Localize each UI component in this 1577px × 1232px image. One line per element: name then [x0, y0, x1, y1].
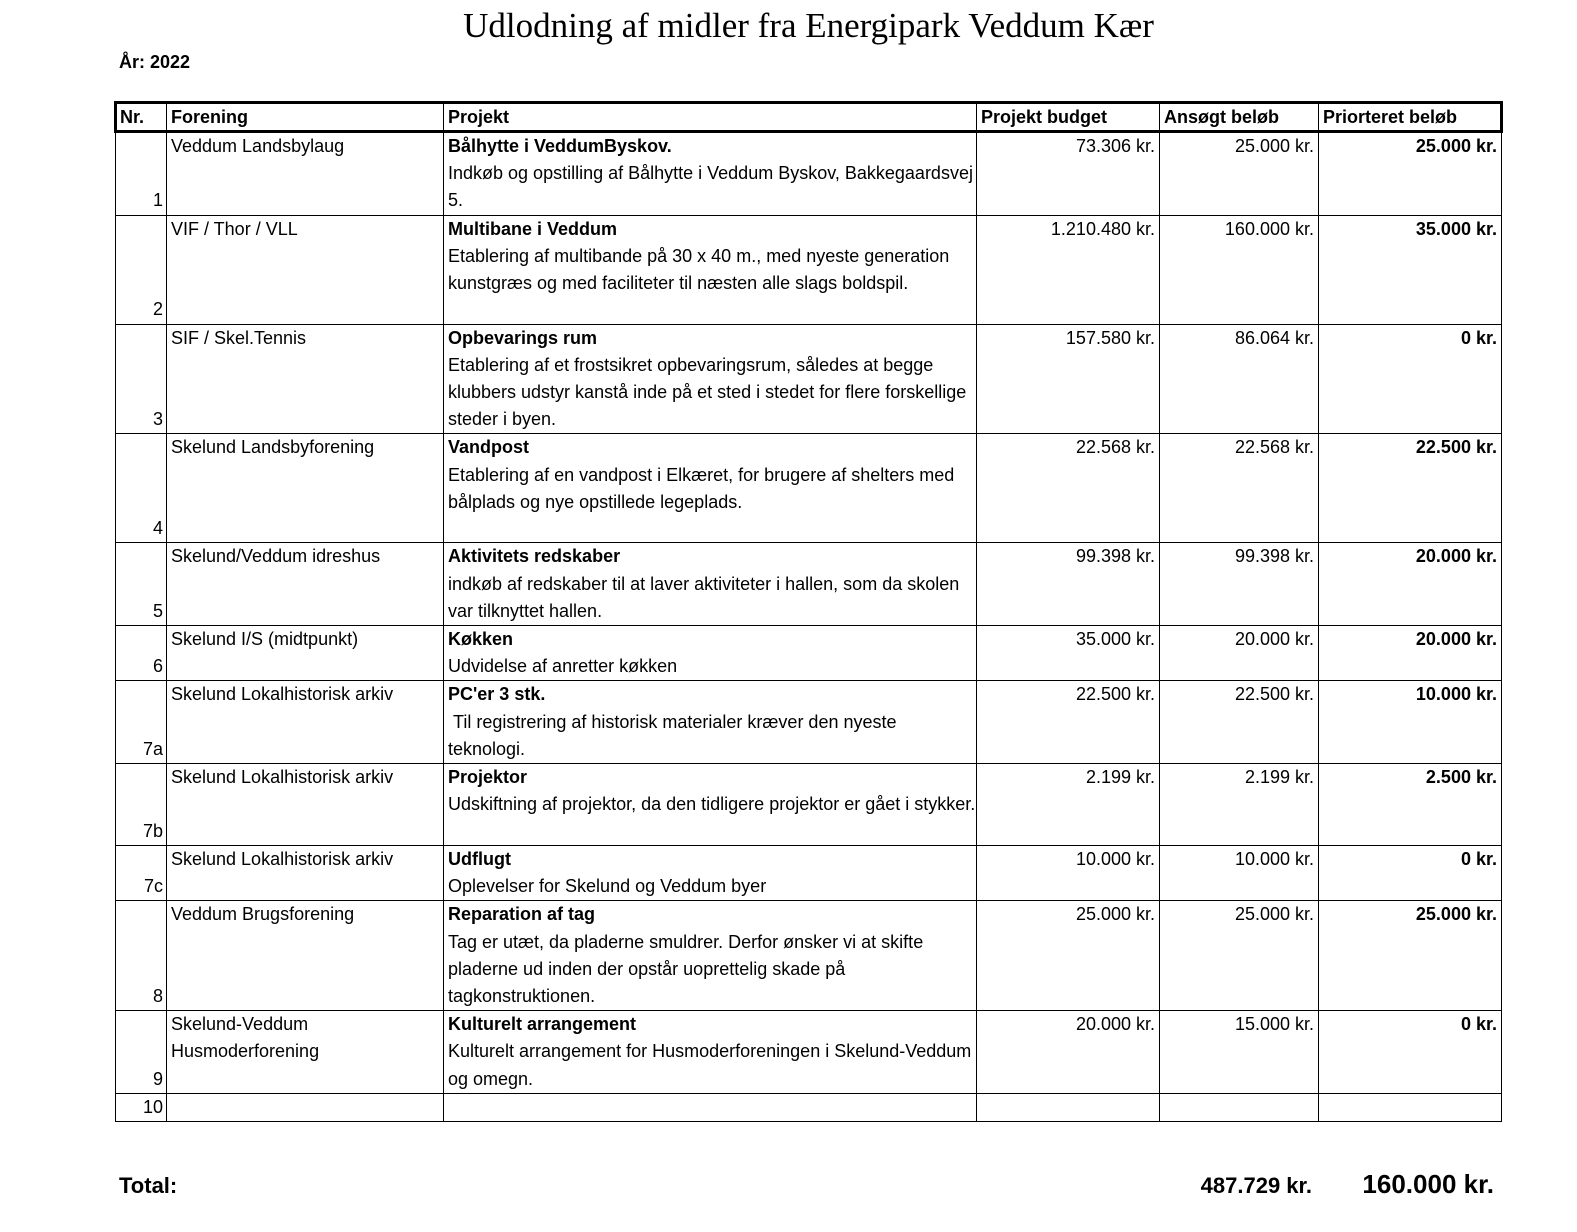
- row-nr: 7b: [116, 764, 167, 846]
- row-budget: 157.580 kr.: [977, 324, 1160, 434]
- row-projekt: [444, 1093, 977, 1121]
- row-projekt: [444, 846, 977, 901]
- row-nr: 7c: [116, 846, 167, 901]
- row-ansogt: 99.398 kr.: [1160, 543, 1319, 626]
- row-ansogt: 25.000 kr.: [1160, 132, 1319, 216]
- row-prioriteret: 22.500 kr.: [1319, 434, 1502, 543]
- project-title: Kulturelt arrangement: [448, 1014, 637, 1035]
- project-description: Oplevelser for Skelund og Veddum byer: [448, 876, 767, 897]
- row-nr: 1: [116, 132, 167, 216]
- row-forening: Skelund/Veddum idreshus: [167, 543, 444, 626]
- row-forening: Veddum Brugsforening: [167, 901, 444, 1011]
- row-ansogt: 160.000 kr.: [1160, 215, 1319, 324]
- table-row: [116, 1093, 1502, 1121]
- row-nr: 3: [116, 324, 167, 434]
- table-row: [116, 1011, 1502, 1094]
- row-ansogt: 15.000 kr.: [1160, 1011, 1319, 1094]
- project-title: Aktivitets redskaber: [448, 546, 621, 567]
- row-forening: Skelund Lokalhistorisk arkiv: [167, 846, 444, 901]
- header-ansogt: Ansøgt beløb: [1160, 103, 1319, 132]
- row-prioriteret: 20.000 kr.: [1319, 543, 1502, 626]
- row-ansogt: 2.199 kr.: [1160, 764, 1319, 846]
- project-description: Indkøb og opstilling af Bålhytte i Veddum Byskov, Bakkegaardsvej 5.: [448, 163, 973, 211]
- row-budget: 25.000 kr.: [977, 901, 1160, 1011]
- row-projekt: [444, 764, 977, 846]
- row-prioriteret: 10.000 kr.: [1319, 681, 1502, 764]
- row-ansogt: 22.500 kr.: [1160, 681, 1319, 764]
- row-projekt: [444, 215, 977, 324]
- table-row: [116, 215, 1502, 324]
- row-ansogt: 20.000 kr.: [1160, 626, 1319, 681]
- row-nr: 5: [116, 543, 167, 626]
- table-row: [116, 846, 1502, 901]
- year-label: År: 2022: [119, 52, 191, 72]
- row-budget: 22.568 kr.: [977, 434, 1160, 543]
- row-ansogt: 25.000 kr.: [1160, 901, 1319, 1011]
- table-row: [116, 434, 1502, 543]
- row-forening: Skelund I/S (midtpunkt): [167, 626, 444, 681]
- row-ansogt: 22.568 kr.: [1160, 434, 1319, 543]
- row-nr: 7a: [116, 681, 167, 764]
- row-forening: Skelund Lokalhistorisk arkiv: [167, 764, 444, 846]
- total-prioriteret: 160.000 kr.: [1362, 1169, 1494, 1199]
- row-prioriteret: 20.000 kr.: [1319, 626, 1502, 681]
- row-forening: VIF / Thor / VLL: [167, 215, 444, 324]
- project-description: Etablering af multibande på 30 x 40 m., med nyeste generation kunstgræs og med faciliteter til næsten alle slags boldspil.: [448, 245, 950, 294]
- row-prioriteret: 25.000 kr.: [1319, 132, 1502, 216]
- project-title: Reparation af tag: [448, 904, 596, 925]
- row-projekt: [444, 543, 977, 626]
- row-forening: [167, 1093, 444, 1121]
- page-title: Udlodning af midler fra Energipark Veddum Kær: [463, 6, 1154, 45]
- project-title: Køkken: [448, 629, 514, 650]
- table-row: [116, 681, 1502, 764]
- row-budget: 22.500 kr.: [977, 681, 1160, 764]
- total-ansogt: 487.729 kr.: [1200, 1173, 1312, 1198]
- row-prioriteret: [1319, 1093, 1502, 1121]
- row-budget: [977, 1093, 1160, 1121]
- row-projekt: [444, 1011, 977, 1094]
- total-label: Total:: [119, 1173, 178, 1198]
- row-forening: Skelund Landsbyforening: [167, 434, 444, 543]
- row-ansogt: 86.064 kr.: [1160, 324, 1319, 434]
- row-budget: 1.210.480 kr.: [977, 215, 1160, 324]
- row-prioriteret: 35.000 kr.: [1319, 215, 1502, 324]
- header-forening: Forening: [167, 103, 444, 132]
- project-description: Til registrering af historisk materialer kræver den nyeste teknologi.: [448, 711, 902, 759]
- project-title: Opbevarings rum: [448, 327, 598, 348]
- row-prioriteret: 0 kr.: [1319, 1011, 1502, 1094]
- header-budget: Projekt budget: [977, 103, 1160, 132]
- row-nr: 10: [116, 1093, 167, 1121]
- row-ansogt: [1160, 1093, 1319, 1121]
- row-projekt: [444, 901, 977, 1011]
- row-prioriteret: 25.000 kr.: [1319, 901, 1502, 1011]
- row-budget: 73.306 kr.: [977, 132, 1160, 216]
- grant-table: [114, 101, 1503, 1122]
- row-forening: SIF / Skel.Tennis: [167, 324, 444, 434]
- row-nr: 8: [116, 901, 167, 1011]
- project-title: PC'er 3 stk.: [448, 684, 546, 705]
- project-description: indkøb af redskaber til at laver aktiviteter i hallen, som da skolen var tilknyttet hallen.: [448, 573, 960, 621]
- row-projekt: [444, 434, 977, 543]
- row-forening: Veddum Landsbylaug: [167, 132, 444, 216]
- row-budget: 10.000 kr.: [977, 846, 1160, 901]
- table-row: [116, 764, 1502, 846]
- header-nr: Nr.: [116, 103, 167, 132]
- row-budget: 20.000 kr.: [977, 1011, 1160, 1094]
- row-forening: Skelund-Veddum Husmoderforening: [167, 1011, 444, 1094]
- row-projekt: [444, 681, 977, 764]
- project-title: Udflugt: [448, 849, 511, 870]
- header-projekt: Projekt: [444, 103, 977, 132]
- project-title: Projektor: [448, 767, 528, 788]
- project-description: Etablering af et frostsikret opbevaringsrum, således at begge klubbers udstyr kanstå inde på et sted i stedet for flere forskellige steder i byen.: [448, 354, 967, 430]
- table-row: [116, 543, 1502, 626]
- row-projekt: [444, 132, 977, 216]
- project-description: Kulturelt arrangement for Husmoderforeningen i Skelund-Veddum og omegn.: [448, 1041, 972, 1089]
- row-nr: 6: [116, 626, 167, 681]
- table-header-row: [116, 103, 1502, 132]
- project-title: Multibane i Veddum: [448, 218, 618, 239]
- project-title: Vandpost: [448, 437, 530, 458]
- project-description: Udvidelse af anretter køkken: [448, 656, 678, 677]
- row-prioriteret: 0 kr.: [1319, 324, 1502, 434]
- row-nr: 4: [116, 434, 167, 543]
- row-projekt: [444, 324, 977, 434]
- row-nr: 9: [116, 1011, 167, 1094]
- row-nr: 2: [116, 215, 167, 324]
- table-row: [116, 901, 1502, 1011]
- row-prioriteret: 0 kr.: [1319, 846, 1502, 901]
- table-row: [116, 626, 1502, 681]
- header-prioriteret: Priorteret beløb: [1319, 103, 1502, 132]
- row-budget: 2.199 kr.: [977, 764, 1160, 846]
- project-description: Etablering af en vandpost i Elkæret, for brugere af shelters med bålplads og nye opstillede legeplads.: [448, 464, 955, 512]
- table-row: [116, 132, 1502, 216]
- project-title: Bålhytte i VeddumByskov.: [448, 136, 672, 156]
- row-budget: 99.398 kr.: [977, 543, 1160, 626]
- project-description: Tag er utæt, da pladerne smuldrer. Derfor ønsker vi at skifte pladerne ud inden der opstår uoprettelig skade på tagkonstruktionen.: [448, 931, 924, 1007]
- row-prioriteret: 2.500 kr.: [1319, 764, 1502, 846]
- project-description: Udskiftning af projektor, da den tidligere projektor er gået i stykker.: [448, 794, 976, 815]
- row-projekt: [444, 626, 977, 681]
- row-ansogt: 10.000 kr.: [1160, 846, 1319, 901]
- row-forening: Skelund Lokalhistorisk arkiv: [167, 681, 444, 764]
- row-budget: 35.000 kr.: [977, 626, 1160, 681]
- table-row: [116, 324, 1502, 434]
